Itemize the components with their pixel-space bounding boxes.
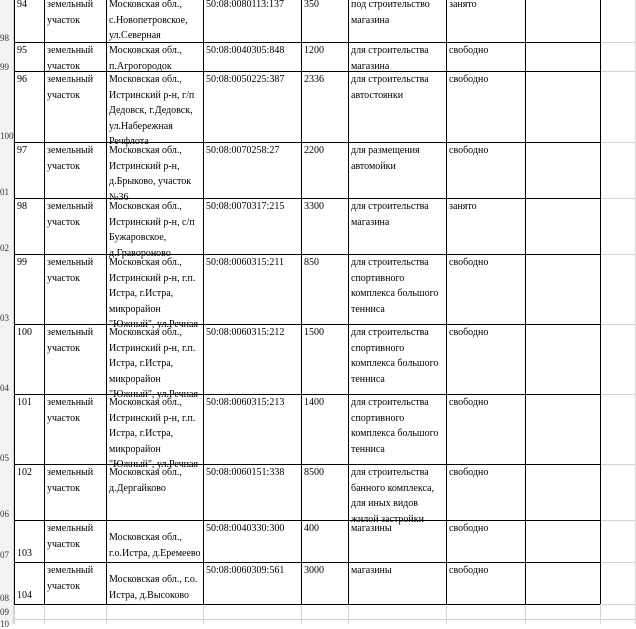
cell-object-type[interactable]: земельный участок [47, 74, 94, 101]
cell-cadastral-number[interactable]: 50:08:0060315:211 [206, 257, 284, 268]
cell-purpose[interactable]: для строительства магазина [351, 201, 429, 228]
cell-area[interactable]: 3000 [304, 565, 324, 576]
cell-address[interactable]: Московская обл., г.о.Истра, д.Еремеево [109, 532, 201, 559]
cell-status[interactable]: свободно [449, 257, 489, 268]
cell-address[interactable]: Московская обл., п.Агрогородок [109, 45, 182, 72]
cell-object-type[interactable]: земельный участок [47, 565, 94, 592]
cell-status[interactable]: свободно [449, 45, 489, 56]
cell-address[interactable]: Московская обл., Истринский р-н, г/п Дедовск, г.Дедовск, ул.Набережная Речфлота [109, 74, 195, 147]
cell-area[interactable]: 400 [304, 523, 319, 534]
row-header-number[interactable]: 07 [0, 550, 9, 560]
cell-address[interactable]: Московская обл., д.Дергайково [109, 467, 182, 494]
cell-object-type[interactable]: земельный участок [47, 467, 94, 494]
cell-area[interactable]: 350 [304, 0, 319, 10]
cell-object-type[interactable]: земельный участок [47, 0, 94, 26]
cell-cadastral-number[interactable]: 50:08:0060151:338 [206, 467, 285, 478]
cell-area[interactable]: 8500 [304, 467, 324, 478]
cell-area[interactable]: 1400 [304, 397, 324, 408]
table-border-v [600, 0, 601, 604]
row-header-number[interactable]: 06 [0, 509, 9, 519]
cell-status[interactable]: свободно [449, 145, 489, 156]
table-border-v [301, 0, 302, 604]
cell-object-type[interactable]: земельный участок [47, 145, 94, 172]
cell-area[interactable]: 1200 [304, 45, 324, 56]
cell-cadastral-number[interactable]: 50:08:0060309:561 [206, 565, 285, 576]
cell-purpose[interactable]: для строительства магазина [351, 45, 429, 72]
cell-address[interactable]: Московская обл., Истринский р-н, г.п. Истра, г.Истра, микрорайон "Южный", ул.Речная [109, 397, 198, 470]
cell-address[interactable]: Московская обл., Истринский р-н, г.п. Истра, г.Истра, микрорайон "Южный", ул.Речная [109, 257, 198, 330]
row-header-number[interactable]: 09 [0, 607, 9, 617]
cell-address[interactable]: Московская обл., г.о. Истра, д.Высоково [109, 574, 198, 601]
row-header-number[interactable]: 05 [0, 453, 9, 463]
table-border-v [203, 0, 204, 604]
cell-object-type[interactable]: земельный участок [47, 523, 94, 550]
row-header-number[interactable]: 04 [0, 383, 9, 393]
table-border-v [446, 0, 447, 604]
cell-number[interactable]: 97 [17, 145, 27, 156]
cell-cadastral-number[interactable]: 50:08:0050225:387 [206, 74, 285, 85]
cell-purpose[interactable]: под строительство магазина [351, 0, 430, 26]
cell-address[interactable]: Московская обл., Истринский р-н, с/п Бужаровское, д.Гравороново [109, 201, 195, 259]
cell-status[interactable]: занято [449, 0, 477, 10]
cell-area[interactable]: 850 [304, 257, 319, 268]
cell-number[interactable]: 103 [17, 547, 32, 559]
table-border-v [525, 0, 526, 604]
cell-number[interactable]: 94 [17, 0, 27, 10]
row-header-number[interactable]: 99 [0, 62, 9, 72]
cell-area[interactable]: 3300 [304, 201, 324, 212]
table-border-v [106, 0, 107, 604]
cell-number[interactable]: 95 [17, 45, 27, 56]
cell-status[interactable]: свободно [449, 74, 489, 85]
cell-area[interactable]: 2200 [304, 145, 324, 156]
cell-purpose[interactable]: для строительства спортивного комплекса большого тенниса [351, 257, 439, 315]
cell-purpose[interactable]: для строительства спортивного комплекса большого тенниса [351, 397, 439, 455]
cell-address[interactable]: Московская обл., Истринский р-н, д.Брыково, участок №36 [109, 145, 192, 203]
cell-number[interactable]: 101 [17, 397, 32, 408]
cell-purpose[interactable]: магазины [351, 565, 392, 576]
row-header-number[interactable]: 08 [0, 593, 9, 603]
cell-status[interactable]: свободно [449, 523, 489, 534]
cell-number[interactable]: 99 [17, 257, 27, 268]
cell-status[interactable]: занято [449, 201, 477, 212]
cell-address[interactable]: Московская обл., с.Новопетровское, ул.Северная [109, 0, 188, 41]
cell-number[interactable]: 98 [17, 201, 27, 212]
cell-address[interactable]: Московская обл., Истринский р-н, г.п. Истра, г.Истра, микрорайон "Южный", ул.Речная [109, 327, 198, 400]
cell-status[interactable]: свободно [449, 565, 489, 576]
cell-cadastral-number[interactable]: 50:08:0040330:300 [206, 523, 285, 534]
cell-cadastral-number[interactable]: 50:08:0060315:213 [206, 397, 285, 408]
cell-status[interactable]: свободно [449, 397, 489, 408]
cell-object-type[interactable]: земельный участок [47, 201, 94, 228]
row-header-number[interactable]: 02 [0, 243, 9, 253]
row-header-column [0, 0, 14, 624]
table-border-v [348, 0, 349, 604]
cell-purpose[interactable]: для строительства банного комплекса, для иных видов жилой застройки [351, 467, 434, 525]
cell-object-type[interactable]: земельный участок [47, 397, 94, 424]
cell-object-type[interactable]: земельный участок [47, 45, 94, 72]
row-header-number[interactable]: 98 [0, 33, 9, 43]
cell-cadastral-number[interactable]: 50:08:0040305:848 [206, 45, 285, 56]
row-header-number[interactable]: 10 [0, 619, 9, 629]
cell-number[interactable]: 96 [17, 74, 27, 85]
cell-cadastral-number[interactable]: 50:08:0080113:137 [206, 0, 284, 10]
cell-area[interactable]: 2336 [304, 74, 324, 85]
cell-object-type[interactable]: земельный участок [47, 257, 94, 284]
cell-purpose[interactable]: для строительства автостоянки [351, 74, 429, 101]
cell-number[interactable]: 102 [17, 467, 32, 478]
gridline-row [14, 619, 636, 620]
table-border-v [14, 0, 15, 604]
table-border-v [44, 0, 45, 604]
row-header-number[interactable]: 01 [0, 187, 9, 197]
cell-number[interactable]: 100 [17, 327, 32, 338]
cell-object-type[interactable]: земельный участок [47, 327, 94, 354]
cell-number[interactable]: 104 [17, 589, 32, 601]
cell-area[interactable]: 1500 [304, 327, 324, 338]
cell-cadastral-number[interactable]: 50:08:0070317:215 [206, 201, 285, 212]
cell-status[interactable]: свободно [449, 467, 489, 478]
row-header-number[interactable]: 03 [0, 313, 9, 323]
cell-purpose[interactable]: для размещения автомойки [351, 145, 420, 172]
cell-purpose[interactable]: для строительства спортивного комплекса большого тенниса [351, 327, 439, 385]
cell-status[interactable]: свободно [449, 327, 489, 338]
cell-cadastral-number[interactable]: 50:08:0070258:27 [206, 145, 280, 156]
cell-cadastral-number[interactable]: 50:08:0060315:212 [206, 327, 285, 338]
cell-purpose[interactable]: магазины [351, 523, 392, 534]
table-border-h [14, 604, 600, 605]
row-header-number[interactable]: 100 [0, 131, 14, 141]
